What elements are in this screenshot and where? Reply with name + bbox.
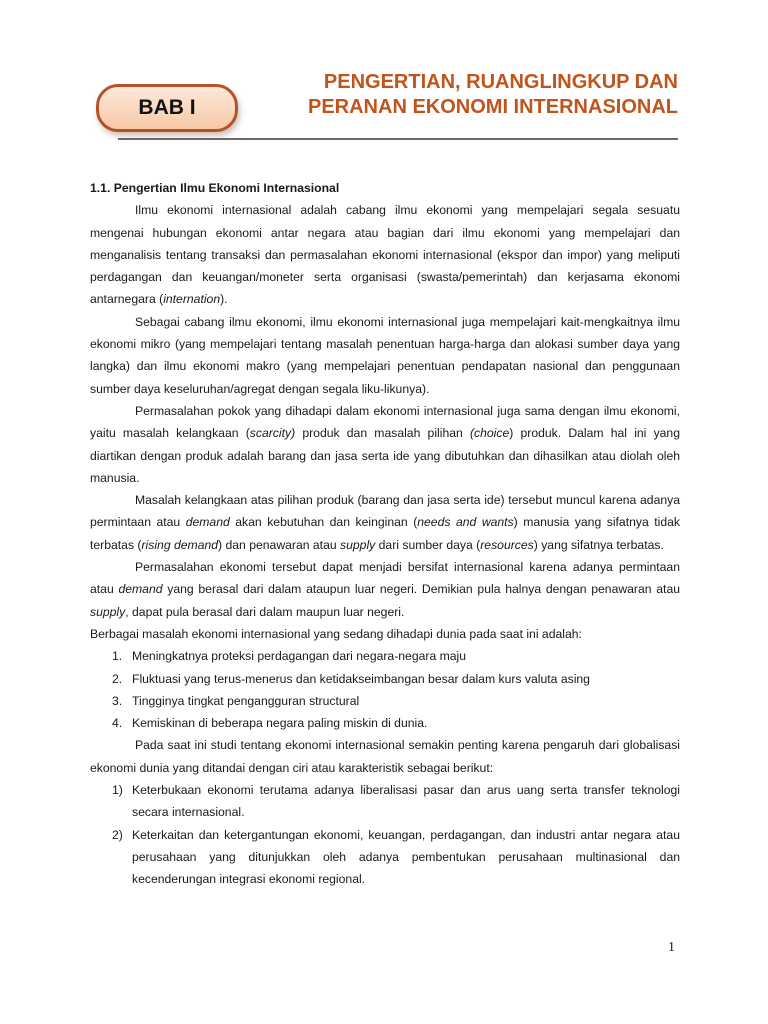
paragraph-text: , dapat pula berasal dari dalam maupun luar negeri.: [125, 604, 405, 619]
paragraph-text: ).: [220, 292, 228, 307]
list-intro: Berbagai masalah ekonomi internasional yang sedang dihadapi dunia pada saat ini adalah:: [90, 626, 582, 641]
italic-term: internation: [163, 292, 221, 307]
list-item-text: Keterkaitan dan ketergantungan ekonomi, keuangan, perdagangan, dan industri antar negara atau perusahaan yang ditunjukkan oleh adanya pembentukan perusahaan multinasional dan kecenderungan integrasi ekonomi regional.: [132, 827, 680, 887]
italic-term: (choice: [469, 426, 510, 441]
list-item: [90, 824, 680, 891]
paragraph-text: ) dan penawaran atau: [218, 537, 341, 552]
chapter-title-line-1: PENGERTIAN, RUANGLINGKUP DAN: [323, 71, 678, 93]
list-marker: 3.: [112, 693, 123, 708]
italic-term: supply: [340, 537, 376, 552]
italic-term: rising demand: [141, 537, 219, 552]
problems-list: [90, 645, 680, 734]
chapter-header: [0, 0, 768, 160]
paragraph-text: Permasalahan pokok yang dihadapi dalam ekonomi internasional juga sama dengan ilmu ekonomi, yaitu masalah kelangkaan (: [90, 403, 680, 441]
characteristics-list: [90, 779, 680, 890]
list-item-text: Tingginya tingkat pengangguran structural: [132, 693, 360, 708]
list-marker: 2): [112, 827, 123, 842]
list-item-text: Meningkatnya proteksi perdagangan dari negara-negara maju: [132, 649, 467, 664]
italic-term: demand: [118, 582, 163, 597]
list-item: [90, 779, 680, 824]
list-item: [90, 690, 680, 712]
italic-term: demand: [185, 515, 230, 530]
chapter-title-line-2: PERANAN EKONOMI INTERNASIONAL: [307, 96, 678, 118]
paragraph-demand-supply: [90, 489, 680, 556]
list-item-text: Kemiskinan di beberapa negara paling miskin di dunia.: [132, 716, 428, 731]
italic-term: resources: [480, 537, 534, 552]
paragraph-text: akan kebutuhan dan keinginan (: [229, 515, 418, 530]
list-item: [90, 645, 680, 667]
list-item: [90, 668, 680, 690]
list-marker: 1.: [112, 649, 123, 664]
italic-term: needs and wants: [417, 515, 514, 530]
page-number: 1: [668, 940, 675, 955]
section-heading: 1.1. Pengertian Ilmu Ekonomi Internasional: [90, 181, 340, 195]
paragraph-text: yang berasal dari dalam ataupun luar negeri. Demikian pula halnya dengan penawaran atau: [162, 582, 680, 597]
chapter-title: [258, 70, 678, 120]
paragraph-text: ) yang sifatnya terbatas.: [533, 537, 664, 552]
paragraph-globalization: Pada saat ini studi tentang ekonomi internasional semakin penting karena pengaruh dari globalisasi ekonomi dunia yang ditandai dengan ciri atau karakteristik sebagai berikut:: [90, 738, 680, 775]
list-item-text: Keterbukaan ekonomi terutama adanya liberalisasi pasar dan arus uang serta transfer teknologi secara internasional.: [132, 783, 680, 820]
page-body: [90, 177, 680, 891]
paragraph-text: produk dan masalah pilihan: [295, 426, 470, 441]
list-item: [90, 712, 680, 734]
header-divider: [118, 138, 678, 140]
list-item-text: Fluktuasi yang terus-menerus dan ketidakseimbangan besar dalam kurs valuta asing: [132, 671, 590, 686]
paragraph-text: Masalah kelangkaan atas pilihan produk (barang dan jasa serta ide) tersebut muncul karena adanya permintaan atau: [90, 493, 680, 530]
italic-term: scarcity): [249, 426, 296, 441]
paragraph-scarcity: [90, 400, 680, 489]
paragraph-definition: [90, 199, 680, 310]
list-marker: 1): [112, 783, 123, 798]
list-marker: 4.: [112, 716, 123, 731]
paragraph-micro-macro: Sebagai cabang ilmu ekonomi, ilmu ekonomi internasional juga mempelajari kait-mengkaitnya ilmu ekonomi mikro (yang mempelajari tentang masalah penentuan harga-harga dan alokasi sumber daya yang langka) dan ilmu ekonomi makro (yang mempelajari penentuan pendapatan nasional dan penggunaan sumber daya keseluruhan/agregat dengan segala liku-likunya).: [90, 314, 680, 396]
paragraph-text: ) manusia yang sifatnya tidak terbatas (: [90, 515, 680, 552]
paragraph-text: ) produk. Dalam hal ini yang diartikan dengan produk adalah barang dan jasa serta ide yang dibutuhkan dan dihasilkan atau diolah oleh manusia.: [90, 426, 680, 485]
paragraph-text: Ilmu ekonomi internasional adalah cabang ilmu ekonomi yang mempelajari segala sesuatu mengenai hubungan ekonomi antar negara atau bagian dari ilmu ekonomi yang mempelajari dan menganalisis tentang transaksi dan permasalahan ekonomi internasional (ekspor dan impor) yang meliputi perdagangan dan keuangan/moneter serta organisasi (swasta/pemerintah) dan kerjasama ekonomi antarnegara (: [90, 203, 680, 307]
italic-term: supply: [90, 604, 126, 619]
chapter-badge: BAB I: [96, 84, 238, 132]
paragraph-international: [90, 556, 680, 623]
paragraph-text: dari sumber daya (: [375, 537, 481, 552]
paragraph-text: Permasalahan ekonomi tersebut dapat menjadi bersifat internasional karena adanya permintaan atau: [90, 560, 680, 597]
list-marker: 2.: [112, 671, 123, 686]
